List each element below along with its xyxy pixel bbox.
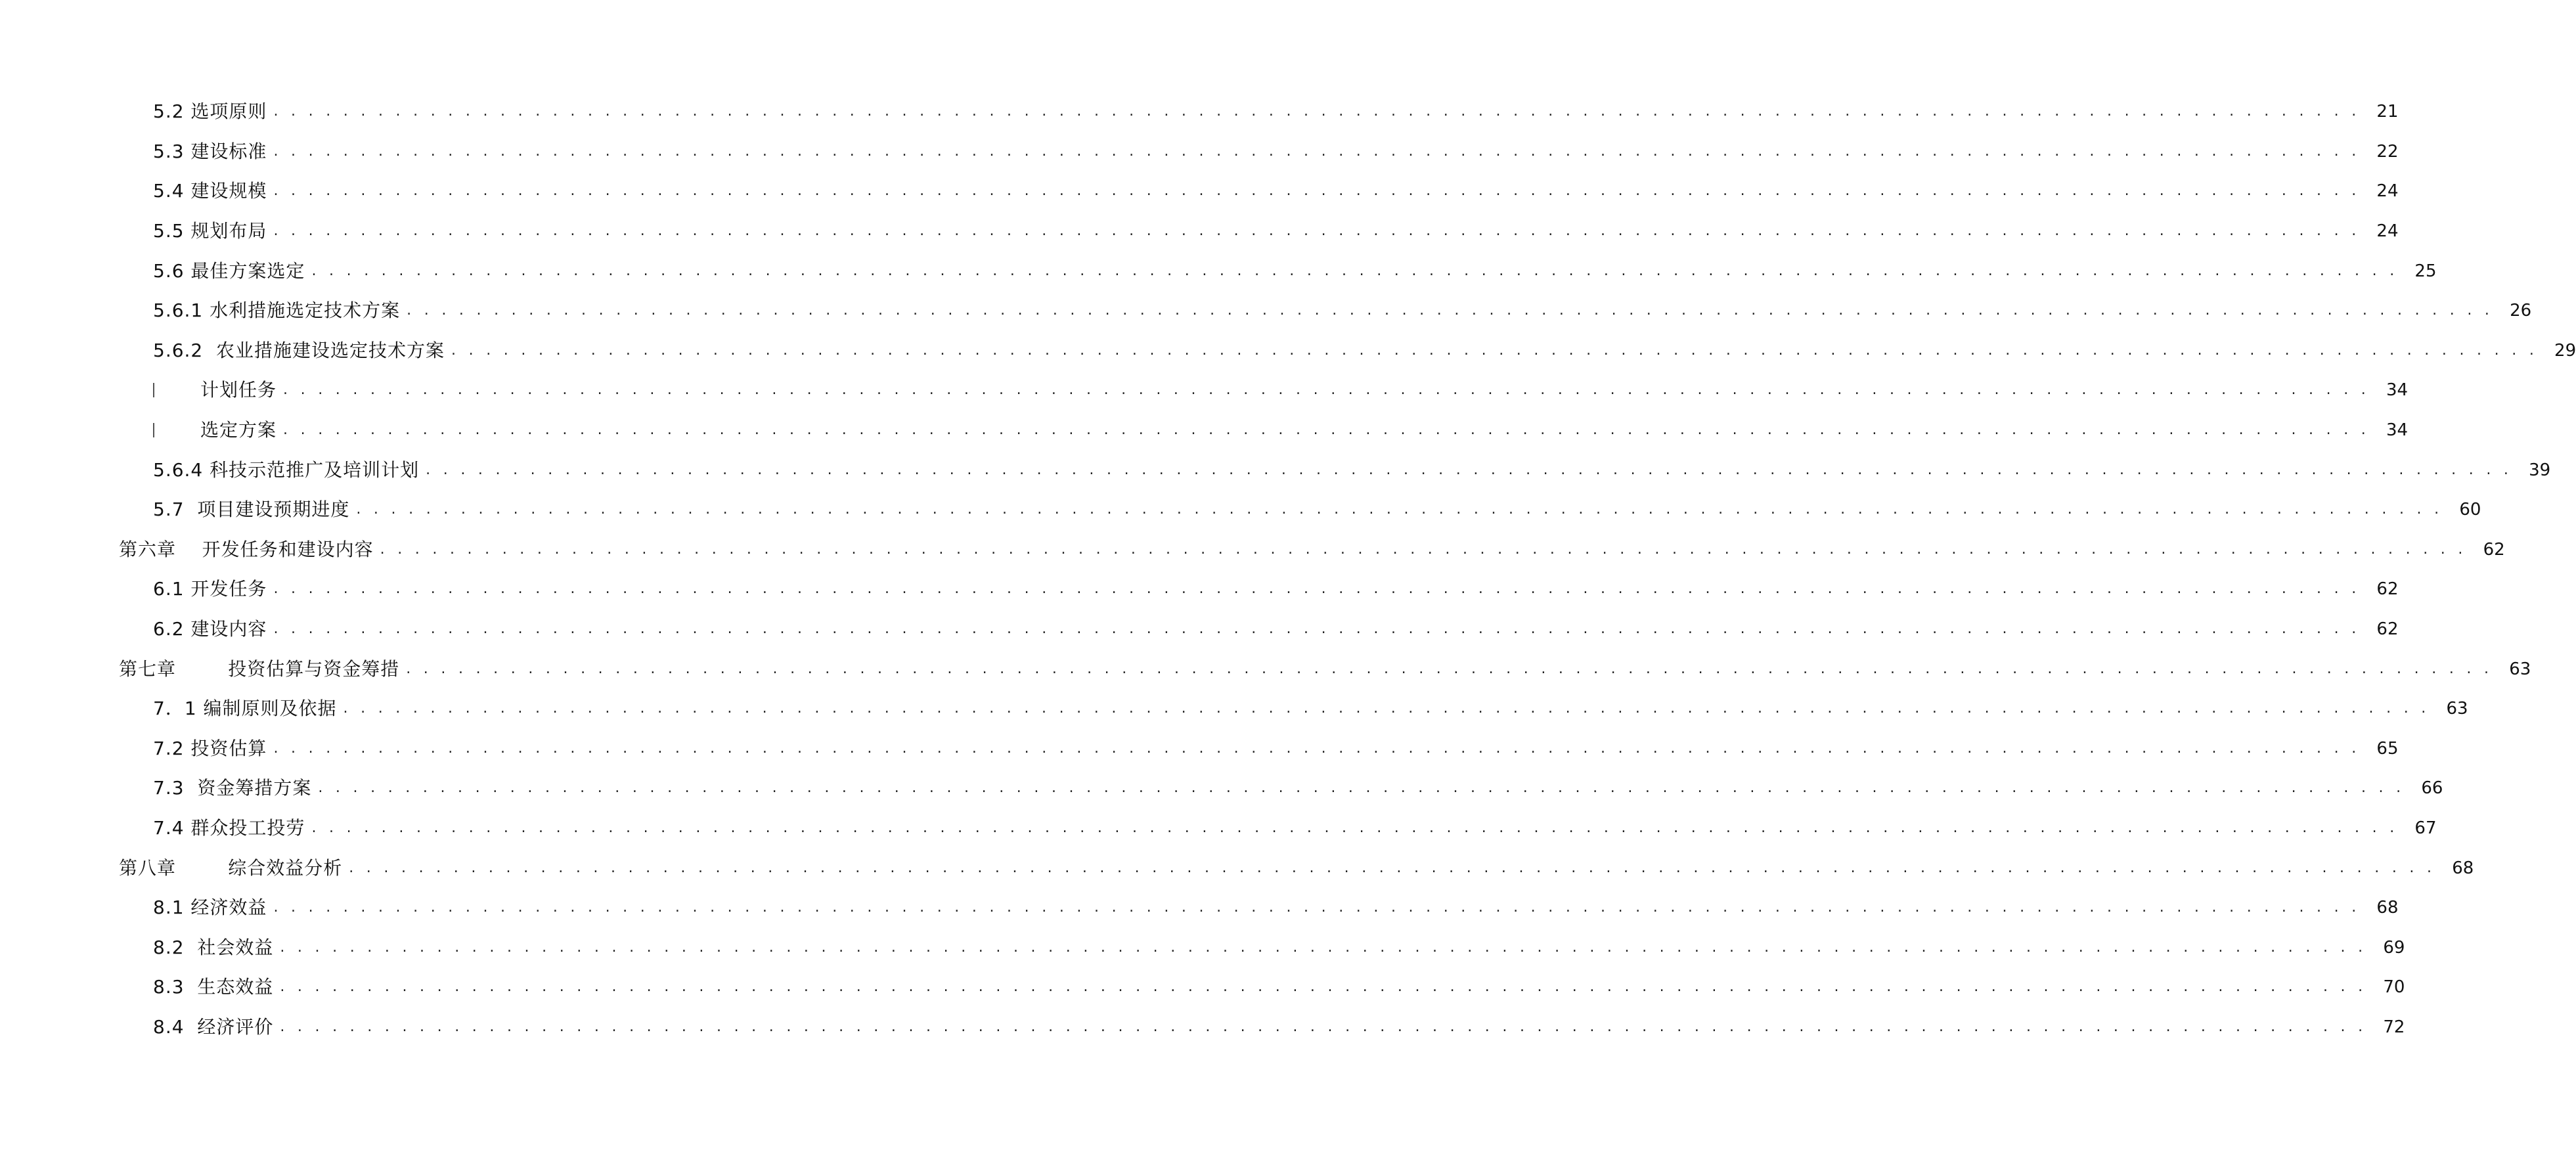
- toc-entry-title: 5.5 规划布局: [153, 220, 267, 242]
- dot-leader: . . . . . . . . . . . . . . . . . . . . . . . . . . . . . . . . . . . . . . . . . . . . . . . . . . . . . . . . . . . . . . . . . . . . . . . . . . . . . . . . . . . . . . . . . . . . . . . . . . . . . . . . . . . . . . . . . . . . . . . .: [273, 183, 2361, 200]
- toc-entry-page: 63: [2446, 699, 2468, 719]
- toc-entry-page: 69: [2383, 937, 2405, 958]
- toc-entry-page: 25: [2414, 261, 2437, 281]
- toc-entry[interactable]: [0, 92, 2399, 132]
- toc-entry[interactable]: [0, 171, 2399, 211]
- dot-leader: . . . . . . . . . . . . . . . . . . . . . . . . . . . . . . . . . . . . . . . . . . . . . . . . . . . . . . . . . . . . . . . . . . . . . . . . . . . . . . . . . . . . . . . . . . . . . . . . . . . . . . . . . . . . . . . . . . . . . . . .: [273, 899, 2361, 916]
- dot-leader: . . . . . . . . . . . . . . . . . . . . . . . . . . . . . . . . . . . . . . . . . . . . . . . . . . . . . . . . . . . . . . . . . . . . . . . . . . . . . . . . . . . . . . . . . . . . . . . . . . . . . . . . . . . . . . . . . . . . . . . .: [451, 342, 2539, 359]
- toc-entry[interactable]: [0, 689, 2468, 729]
- toc-entry-page: 29: [2554, 340, 2576, 361]
- toc-entry[interactable]: [0, 331, 2576, 371]
- dot-leader: . . . . . . . . . . . . . . . . . . . . . . . . . . . . . . . . . . . . . . . . . . . . . . . . . . . . . . . . . . . . . . . . . . . . . . . . . . . . . . . . . . . . . . . . . . . . . . . . . . . . . . . . . . . . . . . . . . . . . . . .: [311, 819, 2399, 836]
- toc-entry-title: 5.7 项目建设预期进度: [153, 498, 350, 521]
- dot-leader: . . . . . . . . . . . . . . . . . . . . . . . . . . . . . . . . . . . . . . . . . . . . . . . . . . . . . . . . . . . . . . . . . . . . . . . . . . . . . . . . . . . . . . . . . . . . . . . . . . . . . . . . . . . . . . . . . . . . . . . .: [273, 581, 2361, 598]
- toc-entry-title: 计划任务: [200, 379, 277, 401]
- toc-entry-page: 34: [2386, 420, 2409, 441]
- toc-entry-page: 62: [2376, 579, 2399, 600]
- toc-entry-title: 8.3 生态效益: [153, 976, 274, 998]
- toc-entry-title: 8.4 经济评价: [153, 1015, 274, 1038]
- toc-entry-title: 7.3 资金筹措方案: [153, 777, 312, 799]
- toc-entry-page: 66: [2421, 778, 2443, 799]
- toc-entry-page: 24: [2376, 181, 2399, 202]
- list-marker: [153, 383, 154, 397]
- toc-entry[interactable]: [0, 211, 2399, 252]
- dot-leader: . . . . . . . . . . . . . . . . . . . . . . . . . . . . . . . . . . . . . . . . . . . . . . . . . . . . . . . . . . . . . . . . . . . . . . . . . . . . . . . . . . . . . . . . . . . . . . . . . . . . . . . . . . . . . . . . . . . . . . . .: [280, 979, 2367, 996]
- toc-entry[interactable]: [0, 370, 2409, 410]
- toc-entry-page: 65: [2376, 738, 2399, 759]
- toc-entry-title: 7.4 群众投工投劳: [153, 816, 305, 839]
- toc-entry-page: 39: [2529, 460, 2551, 480]
- toc-entry-page: 62: [2483, 539, 2505, 560]
- toc-entry[interactable]: [0, 132, 2399, 172]
- dot-leader: . . . . . . . . . . . . . . . . . . . . . . . . . . . . . . . . . . . . . . . . . . . . . . . . . . . . . . . . . . . . . . . . . . . . . . . . . . . . . . . . . . . . . . . . . . . . . . . . . . . . . . . . . . . . . . . . . . . . . . . .: [349, 859, 2436, 876]
- toc-entry-page: 72: [2383, 1017, 2405, 1037]
- toc-entry-page: 63: [2509, 659, 2531, 679]
- toc-entry-page: 24: [2376, 221, 2399, 242]
- toc-entry-title: 第八章 综合效益分析: [119, 856, 343, 879]
- toc-entry-page: 67: [2414, 818, 2437, 838]
- dot-leader: . . . . . . . . . . . . . . . . . . . . . . . . . . . . . . . . . . . . . . . . . . . . . . . . . . . . . . . . . . . . . . . . . . . . . . . . . . . . . . . . . . . . . . . . . . . . . . . . . . . . . . . . . . . . . . . . . . . . . . . .: [406, 660, 2493, 677]
- toc-entry[interactable]: [0, 490, 2481, 530]
- toc-entry-page: 22: [2376, 141, 2399, 162]
- dot-leader: . . . . . . . . . . . . . . . . . . . . . . . . . . . . . . . . . . . . . . . . . . . . . . . . . . . . . . . . . . . . . . . . . . . . . . . . . . . . . . . . . . . . . . . . . . . . . . . . . . . . . . . . . . . . . . . . . . . . . . . .: [426, 461, 2513, 478]
- dot-leader: . . . . . . . . . . . . . . . . . . . . . . . . . . . . . . . . . . . . . . . . . . . . . . . . . . . . . . . . . . . . . . . . . . . . . . . . . . . . . . . . . . . . . . . . . . . . . . . . . . . . . . . . . . . . . . . . . . . . . . . .: [311, 262, 2399, 279]
- toc-entry[interactable]: [0, 291, 2532, 331]
- toc-entry-page: 26: [2510, 301, 2532, 321]
- toc-entry-title: 第七章 投资估算与资金筹措: [119, 657, 400, 680]
- toc-entry-page: 60: [2459, 500, 2481, 520]
- toc-entry-title: 第六章 开发任务和建设内容: [119, 538, 374, 560]
- dot-leader: . . . . . . . . . . . . . . . . . . . . . . . . . . . . . . . . . . . . . . . . . . . . . . . . . . . . . . . . . . . . . . . . . . . . . . . . . . . . . . . . . . . . . . . . . . . . . . . . . . . . . . . . . . . . . . . . . . . . . . . .: [273, 143, 2361, 160]
- toc-entry[interactable]: [0, 609, 2399, 650]
- toc-entry[interactable]: [0, 927, 2405, 967]
- toc-entry-title: 8.2 社会效益: [153, 936, 274, 958]
- dot-leader: . . . . . . . . . . . . . . . . . . . . . . . . . . . . . . . . . . . . . . . . . . . . . . . . . . . . . . . . . . . . . . . . . . . . . . . . . . . . . . . . . . . . . . . . . . . . . . . . . . . . . . . . . . . . . . . . . . . . . . . .: [280, 939, 2367, 956]
- dot-leader: . . . . . . . . . . . . . . . . . . . . . . . . . . . . . . . . . . . . . . . . . . . . . . . . . . . . . . . . . . . . . . . . . . . . . . . . . . . . . . . . . . . . . . . . . . . . . . . . . . . . . . . . . . . . . . . . . . . . . . . .: [318, 780, 2405, 797]
- toc-entry-title: 7．1 编制原则及依据: [153, 698, 337, 720]
- toc-entry[interactable]: [0, 649, 2531, 689]
- dot-leader: . . . . . . . . . . . . . . . . . . . . . . . . . . . . . . . . . . . . . . . . . . . . . . . . . . . . . . . . . . . . . . . . . . . . . . . . . . . . . . . . . . . . . . . . . . . . . . . . . . . . . . . . . . . . . . . . . . . . . . . .: [283, 422, 2370, 439]
- toc-entry-title: 5.6.1 水利措施选定技术方案: [153, 299, 401, 322]
- toc-entry[interactable]: [0, 967, 2405, 1008]
- dot-leader: . . . . . . . . . . . . . . . . . . . . . . . . . . . . . . . . . . . . . . . . . . . . . . . . . . . . . . . . . . . . . . . . . . . . . . . . . . . . . . . . . . . . . . . . . . . . . . . . . . . . . . . . . . . . . . . . . . . . . . . .: [273, 223, 2361, 240]
- dot-leader: . . . . . . . . . . . . . . . . . . . . . . . . . . . . . . . . . . . . . . . . . . . . . . . . . . . . . . . . . . . . . . . . . . . . . . . . . . . . . . . . . . . . . . . . . . . . . . . . . . . . . . . . . . . . . . . . . . . . . . . .: [273, 621, 2361, 638]
- toc-entry-title: 7.2 投资估算: [153, 737, 267, 759]
- dot-leader: . . . . . . . . . . . . . . . . . . . . . . . . . . . . . . . . . . . . . . . . . . . . . . . . . . . . . . . . . . . . . . . . . . . . . . . . . . . . . . . . . . . . . . . . . . . . . . . . . . . . . . . . . . . . . . . . . . . . . . . .: [273, 740, 2361, 757]
- dot-leader: . . . . . . . . . . . . . . . . . . . . . . . . . . . . . . . . . . . . . . . . . . . . . . . . . . . . . . . . . . . . . . . . . . . . . . . . . . . . . . . . . . . . . . . . . . . . . . . . . . . . . . . . . . . . . . . . . . . . . . . .: [407, 302, 2494, 319]
- toc-entry-page: 68: [2452, 858, 2474, 878]
- toc-entry[interactable]: [0, 768, 2443, 809]
- toc-entry[interactable]: [0, 530, 2505, 570]
- toc-entry-page: 68: [2376, 898, 2399, 918]
- toc-entry-title: 5.6.4 科技示范推广及培训计划: [153, 458, 420, 481]
- toc-entry[interactable]: [0, 410, 2409, 451]
- toc-entry-page: 70: [2383, 977, 2405, 998]
- list-marker: [153, 423, 154, 437]
- toc-entry-page: 62: [2376, 619, 2399, 640]
- dot-leader: . . . . . . . . . . . . . . . . . . . . . . . . . . . . . . . . . . . . . . . . . . . . . . . . . . . . . . . . . . . . . . . . . . . . . . . . . . . . . . . . . . . . . . . . . . . . . . . . . . . . . . . . . . . . . . . . . . . . . . . .: [380, 541, 2467, 558]
- toc-entry-title: 5.4 建设规模: [153, 180, 267, 202]
- toc-entry-title: 6.2 建设内容: [153, 618, 267, 640]
- dot-leader: . . . . . . . . . . . . . . . . . . . . . . . . . . . . . . . . . . . . . . . . . . . . . . . . . . . . . . . . . . . . . . . . . . . . . . . . . . . . . . . . . . . . . . . . . . . . . . . . . . . . . . . . . . . . . . . . . . . . . . . .: [343, 700, 2430, 717]
- toc-entry-title: 5.3 建设标准: [153, 140, 267, 162]
- toc-entry-title: 5.6.2 农业措施建设选定技术方案: [153, 339, 445, 361]
- dot-leader: . . . . . . . . . . . . . . . . . . . . . . . . . . . . . . . . . . . . . . . . . . . . . . . . . . . . . . . . . . . . . . . . . . . . . . . . . . . . . . . . . . . . . . . . . . . . . . . . . . . . . . . . . . . . . . . . . . . . . . . .: [273, 103, 2361, 120]
- table-of-contents: [0, 92, 2576, 1047]
- toc-entry-page: 21: [2376, 102, 2399, 122]
- toc-entry-title: 5.2 选项原则: [153, 100, 267, 123]
- toc-entry-title: 选定方案: [200, 419, 277, 441]
- dot-leader: . . . . . . . . . . . . . . . . . . . . . . . . . . . . . . . . . . . . . . . . . . . . . . . . . . . . . . . . . . . . . . . . . . . . . . . . . . . . . . . . . . . . . . . . . . . . . . . . . . . . . . . . . . . . . . . . . . . . . . . .: [356, 501, 2443, 518]
- toc-entry-page: 34: [2386, 380, 2409, 401]
- toc-entry[interactable]: [0, 729, 2399, 769]
- toc-entry[interactable]: [0, 848, 2474, 888]
- toc-entry-title: 6.1 开发任务: [153, 578, 267, 600]
- toc-entry[interactable]: [0, 569, 2399, 609]
- toc-entry[interactable]: [0, 1008, 2405, 1048]
- dot-leader: . . . . . . . . . . . . . . . . . . . . . . . . . . . . . . . . . . . . . . . . . . . . . . . . . . . . . . . . . . . . . . . . . . . . . . . . . . . . . . . . . . . . . . . . . . . . . . . . . . . . . . . . . . . . . . . . . . . . . . . .: [283, 382, 2370, 399]
- toc-entry-title: 8.1 经济效益: [153, 897, 267, 919]
- toc-entry[interactable]: [0, 251, 2437, 291]
- toc-entry[interactable]: [0, 450, 2551, 490]
- dot-leader: . . . . . . . . . . . . . . . . . . . . . . . . . . . . . . . . . . . . . . . . . . . . . . . . . . . . . . . . . . . . . . . . . . . . . . . . . . . . . . . . . . . . . . . . . . . . . . . . . . . . . . . . . . . . . . . . . . . . . . . .: [280, 1018, 2367, 1035]
- toc-entry[interactable]: [0, 809, 2437, 849]
- toc-entry-title: 5.6 最佳方案选定: [153, 259, 305, 282]
- toc-entry[interactable]: [0, 888, 2399, 928]
